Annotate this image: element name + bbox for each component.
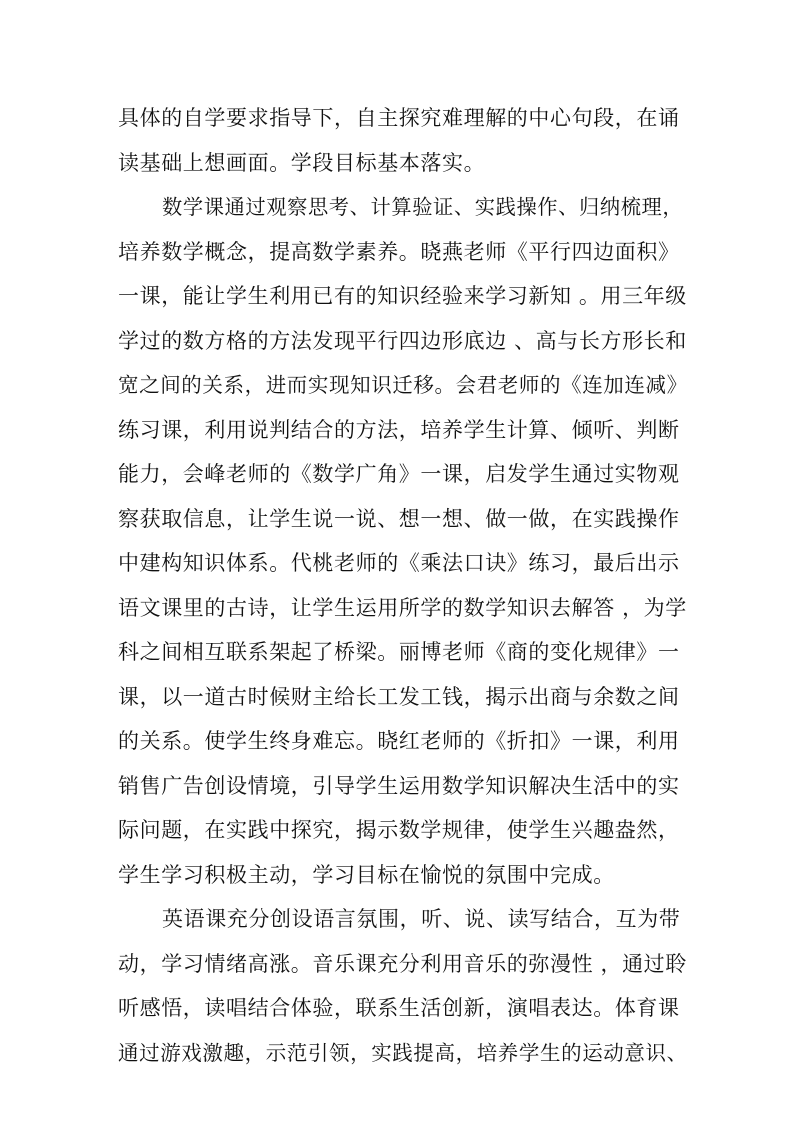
text-line: 销售广告创设情境，引导学生运用数学知识解决生活中的实 (118, 773, 680, 798)
text-line: 宽之间的关系，进而实现知识迁移。会君老师的《连加连减》 (118, 373, 688, 397)
text-line: 察获取信息，让学生说一说、想一想、做一做，在实践操作 (118, 506, 680, 531)
text-line: 培养数学概念，提高数学素养。晓燕老师《平行四边面积》 (118, 239, 680, 264)
paragraph-start-line: 英语课充分创设语言氛围，听、说、读写结合，互为带 (162, 907, 681, 931)
text-line: 具体的自学要求指导下，自主探究难理解的中心句段，在诵 (118, 106, 680, 130)
text-line: 动，学习情绪高涨。音乐课充分利用音乐的弥漫性 ，通过聆 (118, 951, 687, 976)
text-line: 语文课里的古诗，让学生运用所学的数学知识去解答 ，为学 (118, 595, 687, 620)
text-line: 际问题，在实践中探究，揭示数学规律，使学生兴趣盎然， (118, 818, 680, 842)
text-line: 一课，能让学生利用已有的知识经验来学习新知 。用三年级 (118, 284, 687, 308)
text-line: 能力，会峰老师的《数学广角》一课，启发学生通过实物观 (118, 462, 680, 486)
text-line: 学生学习积极主动，学习目标在愉悦的氛围中完成。 (118, 862, 615, 887)
text-line: 中建构知识体系。代桃老师的《乘法口诀》练习，最后出示 (118, 551, 680, 575)
body-text (118, 96, 688, 1075)
text-line: 的关系。使学生终身难忘。晓红老师的《折扣》一课，利用 (118, 729, 680, 753)
text-line: 读基础上想画面。学段目标基本落实。 (118, 150, 486, 175)
text-line: 通过游戏激趣，示范引领，实践提高，培养学生的运动意识、 (118, 1040, 688, 1065)
text-line: 听感悟，读唱结合体验，联系生活创新，演唱表达。体育课 (118, 996, 680, 1020)
text-line: 练习课，利用说判结合的方法，培养学生计算、倾听、判断 (118, 417, 680, 442)
paragraph-start-line: 数学课通过观察思考、计算验证、实践操作、归纳梳理， (162, 195, 684, 219)
text-line: 科之间相互联系架起了桥梁。丽博老师《商的变化规律》一 (118, 640, 680, 664)
text-line: 课，以一道古时候财主给长工发工钱，揭示出商与余数之间 (118, 684, 680, 709)
text-line: 学过的数方格的方法发现平行四边形底边 、高与长方形长和 (118, 328, 687, 353)
